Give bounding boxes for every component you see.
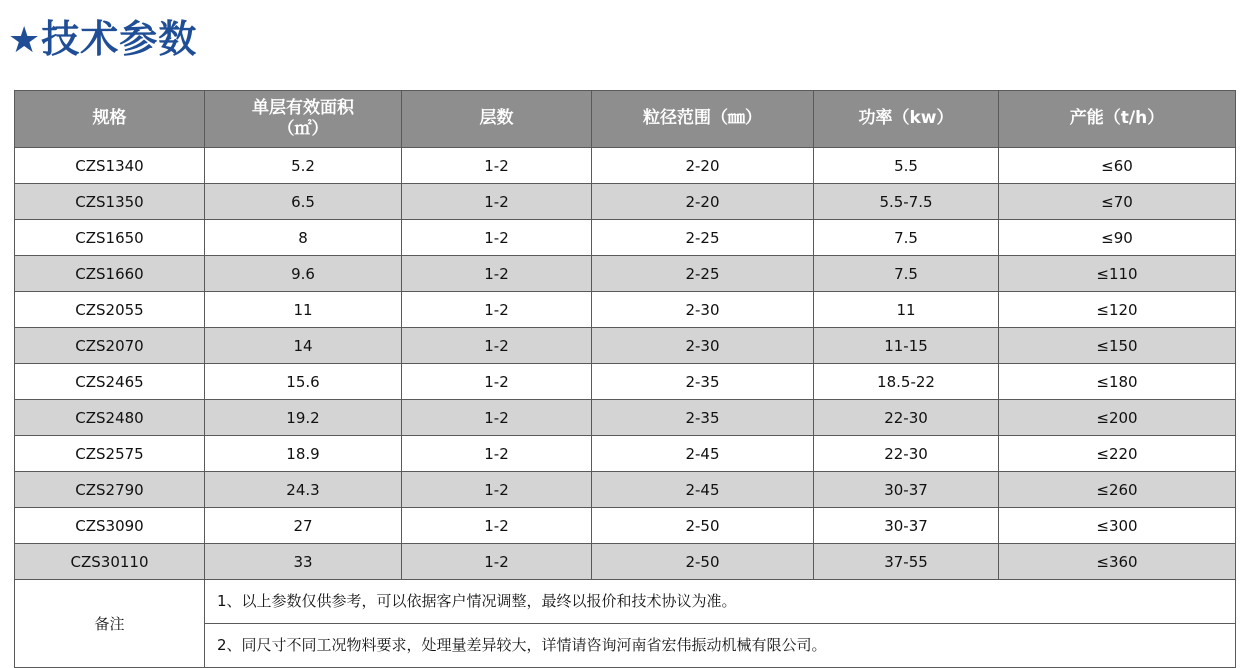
- cell-layers: 1-2: [402, 472, 592, 508]
- cell-power: 11-15: [814, 328, 999, 364]
- column-header-particle-size: [592, 91, 814, 148]
- cell-area: 27: [205, 508, 402, 544]
- cell-layers: 1-2: [402, 508, 592, 544]
- cell-capacity: ≤70: [999, 184, 1236, 220]
- cell-spec: CZS2465: [15, 364, 205, 400]
- cell-layers: 1-2: [402, 148, 592, 184]
- cell-particle-size: 2-30: [592, 292, 814, 328]
- cell-layers: 1-2: [402, 292, 592, 328]
- cell-power: 30-37: [814, 472, 999, 508]
- cell-area: 18.9: [205, 436, 402, 472]
- cell-area: 9.6: [205, 256, 402, 292]
- table-row: [15, 328, 1236, 364]
- cell-layers: 1-2: [402, 544, 592, 580]
- cell-area: 8: [205, 220, 402, 256]
- cell-area: 14: [205, 328, 402, 364]
- cell-capacity: ≤360: [999, 544, 1236, 580]
- notes-line-2: 2、同尺寸不同工况物料要求，处理量差异较大，详情请咨询河南省宏伟振动机械有限公司。: [205, 624, 1236, 668]
- cell-layers: 1-2: [402, 184, 592, 220]
- cell-spec: CZS1350: [15, 184, 205, 220]
- column-header-spec: [15, 91, 205, 148]
- table-row: [15, 400, 1236, 436]
- notes-line-1: 1、以上参数仅供参考，可以依据客户情况调整，最终以报价和技术协议为准。: [205, 580, 1236, 624]
- cell-capacity: ≤300: [999, 508, 1236, 544]
- cell-particle-size: 2-30: [592, 328, 814, 364]
- cell-particle-size: 2-25: [592, 256, 814, 292]
- table-row: [15, 508, 1236, 544]
- cell-layers: 1-2: [402, 436, 592, 472]
- table-row: [15, 292, 1236, 328]
- column-header-power-line1: 功率（kw）: [858, 108, 954, 129]
- table-body: [15, 148, 1236, 668]
- cell-spec: CZS2070: [15, 328, 205, 364]
- cell-particle-size: 2-50: [592, 508, 814, 544]
- column-header-particle-size-line1: 粒径范围（㎜）: [643, 108, 762, 129]
- cell-particle-size: 2-45: [592, 472, 814, 508]
- cell-power: 22-30: [814, 436, 999, 472]
- cell-area: 15.6: [205, 364, 402, 400]
- cell-layers: 1-2: [402, 256, 592, 292]
- table-header: [15, 91, 1236, 148]
- cell-capacity: ≤120: [999, 292, 1236, 328]
- column-header-capacity-line1: 产能（t/h）: [1069, 108, 1165, 129]
- cell-layers: 1-2: [402, 220, 592, 256]
- cell-spec: CZS1340: [15, 148, 205, 184]
- table-row: [15, 472, 1236, 508]
- cell-area: 6.5: [205, 184, 402, 220]
- cell-capacity: ≤90: [999, 220, 1236, 256]
- column-header-area: [205, 91, 402, 148]
- notes-label: 备注: [15, 580, 205, 668]
- column-header-power: [814, 91, 999, 148]
- page-title-text: 技术参数: [41, 17, 198, 61]
- cell-capacity: ≤200: [999, 400, 1236, 436]
- cell-area: 24.3: [205, 472, 402, 508]
- cell-particle-size: 2-20: [592, 184, 814, 220]
- cell-spec: CZS2055: [15, 292, 205, 328]
- cell-particle-size: 2-35: [592, 364, 814, 400]
- notes-row-1: [15, 580, 1236, 624]
- table-row: [15, 364, 1236, 400]
- table-row: [15, 148, 1236, 184]
- table-row: [15, 220, 1236, 256]
- table-row: [15, 256, 1236, 292]
- column-header-capacity: [999, 91, 1236, 148]
- table-row: [15, 184, 1236, 220]
- cell-spec: CZS2480: [15, 400, 205, 436]
- column-header-spec-line1: 规格: [92, 108, 127, 129]
- cell-layers: 1-2: [402, 400, 592, 436]
- cell-capacity: ≤260: [999, 472, 1236, 508]
- column-header-area-line2: （㎡）: [277, 119, 329, 139]
- cell-spec: CZS2790: [15, 472, 205, 508]
- cell-area: 5.2: [205, 148, 402, 184]
- cell-spec: CZS1660: [15, 256, 205, 292]
- cell-spec: CZS2575: [15, 436, 205, 472]
- cell-capacity: ≤220: [999, 436, 1236, 472]
- cell-particle-size: 2-25: [592, 220, 814, 256]
- column-header-area-line1: 单层有效面积: [252, 97, 354, 118]
- cell-particle-size: 2-35: [592, 400, 814, 436]
- cell-capacity: ≤60: [999, 148, 1236, 184]
- cell-layers: 1-2: [402, 328, 592, 364]
- column-header-layers-line1: 层数: [479, 108, 514, 129]
- cell-power: 7.5: [814, 256, 999, 292]
- cell-area: 11: [205, 292, 402, 328]
- cell-power: 37-55: [814, 544, 999, 580]
- cell-power: 22-30: [814, 400, 999, 436]
- table-row: [15, 436, 1236, 472]
- cell-spec: CZS1650: [15, 220, 205, 256]
- cell-area: 33: [205, 544, 402, 580]
- cell-power: 5.5-7.5: [814, 184, 999, 220]
- star-icon: ★: [8, 20, 42, 61]
- table-row: [15, 544, 1236, 580]
- column-header-layers: [402, 91, 592, 148]
- technical-parameters-table: [14, 90, 1236, 668]
- cell-particle-size: 2-50: [592, 544, 814, 580]
- page-title: [8, 8, 197, 63]
- cell-capacity: ≤150: [999, 328, 1236, 364]
- cell-power: 18.5-22: [814, 364, 999, 400]
- cell-particle-size: 2-45: [592, 436, 814, 472]
- cell-power: 5.5: [814, 148, 999, 184]
- cell-area: 19.2: [205, 400, 402, 436]
- cell-layers: 1-2: [402, 364, 592, 400]
- cell-power: 30-37: [814, 508, 999, 544]
- cell-power: 7.5: [814, 220, 999, 256]
- cell-particle-size: 2-20: [592, 148, 814, 184]
- cell-power: 11: [814, 292, 999, 328]
- cell-capacity: ≤180: [999, 364, 1236, 400]
- cell-capacity: ≤110: [999, 256, 1236, 292]
- table-header-row: [15, 91, 1236, 148]
- cell-spec: CZS30110: [15, 544, 205, 580]
- cell-spec: CZS3090: [15, 508, 205, 544]
